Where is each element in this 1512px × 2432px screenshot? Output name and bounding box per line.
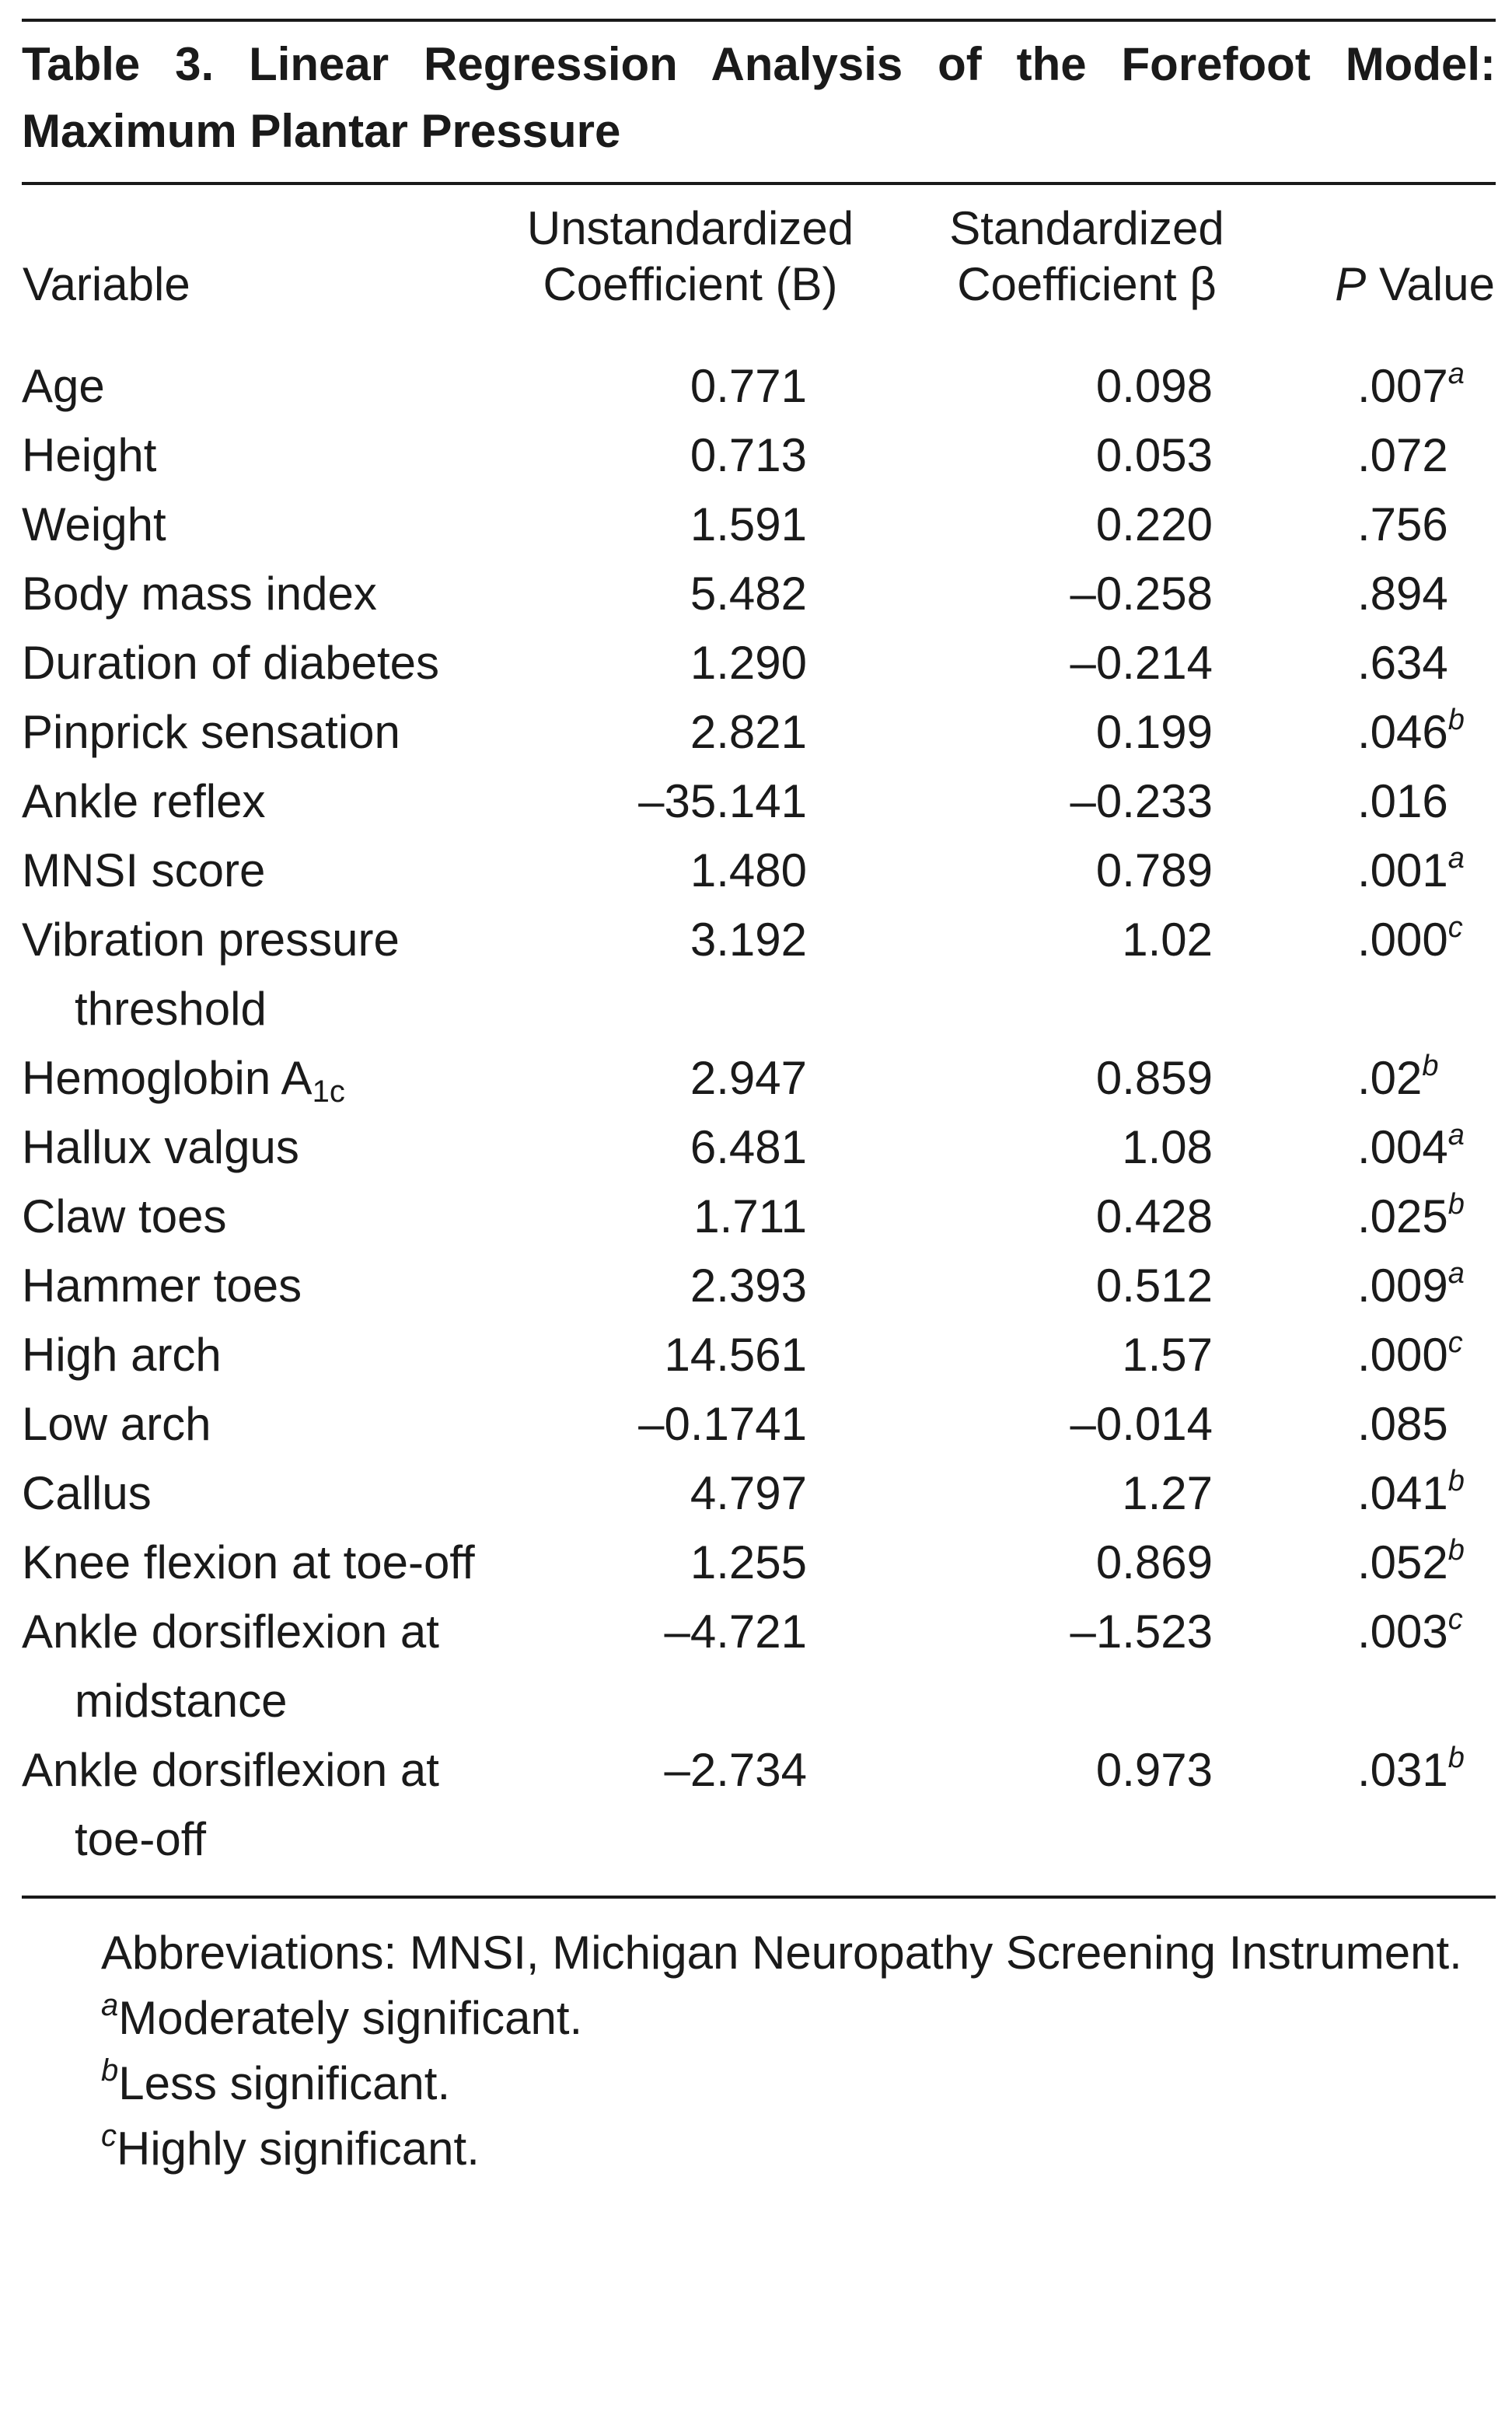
table-row: [22, 1182, 1496, 1251]
p-value-text: .009: [1357, 1260, 1448, 1312]
table-row: [22, 490, 1496, 559]
significance-mark: a: [1447, 1257, 1465, 1290]
p-value-text: .000: [1357, 914, 1448, 966]
cell-standardized: 0.859: [1095, 1052, 1213, 1104]
cell-p-value: [1281, 1043, 1496, 1113]
cell-p-value: [1281, 421, 1496, 490]
cell-unstandardized: 1.480: [690, 844, 807, 896]
cell-standardized: 0.869: [1095, 1536, 1213, 1588]
table-row: [22, 1251, 1496, 1320]
cell-unstandardized: 1.290: [690, 637, 807, 689]
table-row: [22, 697, 1496, 767]
cell-unstandardized: –4.721: [664, 1606, 807, 1658]
variable-label: [22, 1182, 488, 1251]
variable-text: Hemoglobin A: [22, 1052, 313, 1104]
p-value-text: .085: [1357, 1398, 1448, 1450]
p-value-text: .000: [1357, 1329, 1448, 1381]
header-variable: Variable: [23, 258, 190, 310]
cell-unstandardized: 1.255: [690, 1536, 807, 1588]
header-p-italic: P: [1335, 258, 1367, 310]
cell-standardized: –0.233: [1070, 775, 1213, 827]
footnote-mark: a: [101, 1988, 119, 2022]
header-unstandardized: [488, 185, 892, 339]
variable-label: [22, 1113, 488, 1182]
p-value-text: .02: [1357, 1052, 1423, 1104]
cell-standardized: 1.57: [1122, 1329, 1213, 1381]
cell-unstandardized: 5.482: [690, 568, 807, 620]
significance-mark: b: [1447, 704, 1465, 736]
table-row: [22, 767, 1496, 836]
cell-unstandardized: 4.797: [690, 1467, 807, 1519]
header-unstandardized-line1: Unstandardized: [526, 202, 854, 254]
significance-mark: b: [1447, 1534, 1465, 1567]
variable-label: [22, 1597, 488, 1735]
cell-p-value: [1281, 628, 1496, 697]
header-standardized-line2: Coefficient β: [957, 258, 1217, 310]
cell-unstandardized: 0.771: [690, 360, 807, 412]
p-value-text: .001: [1357, 844, 1448, 896]
footnote-item: [22, 2116, 1496, 2182]
variable-text: Claw toes: [22, 1190, 227, 1242]
header-p-rest: Value: [1366, 258, 1495, 310]
cell-variable: [22, 1113, 488, 1182]
variable-label: [22, 697, 488, 767]
cell-p-value: [1281, 1113, 1496, 1182]
variable-label: [22, 836, 488, 905]
cell-unstandardized: 2.947: [690, 1052, 807, 1104]
cell-variable: [22, 697, 488, 767]
cell-unstandardized: 14.561: [664, 1329, 807, 1381]
variable-label: [22, 1389, 488, 1459]
cell-unstandardized: 6.481: [690, 1121, 807, 1173]
cell-variable: [22, 1459, 488, 1528]
p-value-text: .634: [1357, 637, 1448, 689]
variable-label: [22, 490, 488, 559]
p-value-text: .041: [1357, 1467, 1448, 1519]
p-value-text: .004: [1357, 1121, 1448, 1173]
variable-label: [22, 1043, 488, 1113]
variable-text: Callus: [22, 1467, 152, 1519]
table-row: [22, 905, 1496, 1043]
cell-variable: [22, 559, 488, 628]
variable-text: MNSI score: [22, 844, 266, 896]
cell-p-value: [1281, 1320, 1496, 1389]
cell-variable: [22, 1251, 488, 1320]
cell-standardized: 0.053: [1095, 429, 1213, 481]
cell-p-value: [1281, 1389, 1496, 1459]
table-row: [22, 1043, 1496, 1113]
cell-standardized: 0.428: [1095, 1190, 1213, 1242]
header-p-value: [1281, 185, 1496, 339]
cell-p-value: [1281, 339, 1496, 421]
variable-text: High arch: [22, 1329, 222, 1381]
variable-text: Pinprick sensation: [22, 706, 400, 758]
cell-standardized: 0.973: [1095, 1744, 1213, 1796]
variable-label: [22, 351, 488, 421]
cell-variable: [22, 421, 488, 490]
table-row: [22, 421, 1496, 490]
variable-text: Height: [22, 429, 157, 481]
variable-text: Hallux valgus: [22, 1121, 299, 1173]
footnote-item: [22, 2051, 1496, 2116]
cell-unstandardized: 3.192: [690, 914, 807, 966]
cell-standardized: 0.199: [1095, 706, 1213, 758]
variable-text: Body mass index: [22, 568, 377, 620]
table-row: [22, 1389, 1496, 1459]
bottom-rule: [22, 1896, 1496, 1899]
table-row: [22, 1113, 1496, 1182]
table-row: [22, 559, 1496, 628]
table-row: [22, 1459, 1496, 1528]
p-value-text: .016: [1357, 775, 1448, 827]
variable-label: [22, 628, 488, 697]
cell-p-value: [1281, 836, 1496, 905]
cell-p-value: [1281, 697, 1496, 767]
p-value-text: .894: [1357, 568, 1448, 620]
variable-text: Hammer toes: [22, 1260, 302, 1312]
p-value-text: .025: [1357, 1190, 1448, 1242]
header-standardized-line1: Standardized: [949, 202, 1224, 254]
footnote-text: Less significant.: [118, 2057, 451, 2109]
footnote-abbreviations: Abbreviations: MNSI, Michigan Neuropathy Screening Instrument.: [101, 1927, 1462, 1979]
variable-text: Weight: [22, 498, 166, 550]
significance-mark: a: [1447, 1119, 1465, 1151]
cell-standardized: 0.098: [1095, 360, 1213, 412]
variable-label: [22, 1251, 488, 1320]
cell-variable: [22, 1528, 488, 1597]
footnote-list: [22, 1986, 1496, 2182]
header-unstandardized-line2: Coefficient (B): [543, 258, 838, 310]
cell-p-value: [1281, 767, 1496, 836]
cell-variable: [22, 1597, 488, 1735]
regression-table: [22, 185, 1496, 1896]
table-row: [22, 1735, 1496, 1896]
footnote-item: [22, 1986, 1496, 2051]
significance-mark: b: [1447, 1465, 1465, 1497]
table-document: [22, 19, 1496, 2182]
variable-text: Ankle reflex: [22, 775, 266, 827]
cell-standardized: 1.08: [1122, 1121, 1213, 1173]
table-row: [22, 1528, 1496, 1597]
cell-p-value: [1281, 1459, 1496, 1528]
table-row: [22, 836, 1496, 905]
table-row: [22, 1597, 1496, 1735]
significance-mark: b: [1447, 1742, 1465, 1774]
variable-text: Age: [22, 360, 105, 412]
cell-p-value: [1281, 1735, 1496, 1896]
cell-variable: [22, 1320, 488, 1389]
variable-subscript: 1c: [312, 1074, 345, 1109]
variable-label: [22, 905, 488, 1043]
significance-mark: c: [1447, 1326, 1463, 1359]
variable-label: [22, 1320, 488, 1389]
table-row: [22, 628, 1496, 697]
p-value-text: .046: [1357, 706, 1448, 758]
p-value-text: .031: [1357, 1744, 1448, 1796]
table-header: [22, 185, 1496, 339]
cell-unstandardized: –0.1741: [638, 1398, 807, 1450]
cell-variable: [22, 1735, 488, 1896]
cell-variable: [22, 339, 488, 421]
cell-unstandardized: 2.821: [690, 706, 807, 758]
variable-text: Ankle dorsiflexion at toe-off: [22, 1744, 439, 1865]
significance-mark: b: [1422, 1050, 1439, 1082]
variable-label: [22, 559, 488, 628]
significance-mark: c: [1447, 1603, 1463, 1636]
cell-variable: [22, 1043, 488, 1113]
cell-variable: [22, 628, 488, 697]
cell-unstandardized: 2.393: [690, 1260, 807, 1312]
p-value-text: .052: [1357, 1536, 1448, 1588]
cell-variable: [22, 1389, 488, 1459]
variable-label: [22, 1528, 488, 1597]
table-title: Table 3. Linear Regression Analysis of the Forefoot Model: Maximum Plantar Pressure: [22, 38, 1496, 157]
cell-standardized: 0.220: [1095, 498, 1213, 550]
cell-standardized: –1.523: [1070, 1606, 1213, 1658]
significance-mark: a: [1447, 358, 1465, 390]
cell-p-value: [1281, 1528, 1496, 1597]
cell-p-value: [1281, 905, 1496, 1043]
variable-text: Knee flexion at toe-off: [22, 1536, 475, 1588]
p-value-text: .003: [1357, 1606, 1448, 1658]
cell-p-value: [1281, 559, 1496, 628]
cell-standardized: 1.02: [1122, 914, 1213, 966]
cell-variable: [22, 767, 488, 836]
cell-variable: [22, 905, 488, 1043]
table-row: [22, 339, 1496, 421]
table-row: [22, 1320, 1496, 1389]
cell-standardized: –0.258: [1070, 568, 1213, 620]
variable-label: [22, 1735, 488, 1874]
p-value-text: .007: [1357, 360, 1448, 412]
variable-label: [22, 1459, 488, 1528]
variable-text: Duration of diabetes: [22, 637, 440, 689]
cell-standardized: 0.789: [1095, 844, 1213, 896]
p-value-text: .072: [1357, 429, 1448, 481]
cell-p-value: [1281, 490, 1496, 559]
header-standardized: [892, 185, 1281, 339]
significance-mark: a: [1447, 842, 1465, 875]
cell-unstandardized: 1.711: [693, 1190, 807, 1242]
cell-p-value: [1281, 1251, 1496, 1320]
variable-text: Vibration pressure threshold: [22, 914, 400, 1035]
footnote-text: Moderately significant.: [118, 1992, 583, 2044]
cell-unstandardized: –35.141: [638, 775, 807, 827]
footnote-text: Highly significant.: [117, 2123, 480, 2175]
cell-unstandardized: 1.591: [690, 498, 807, 550]
cell-standardized: –0.214: [1070, 637, 1213, 689]
p-value-text: .756: [1357, 498, 1448, 550]
cell-p-value: [1281, 1182, 1496, 1251]
cell-variable: [22, 490, 488, 559]
cell-standardized: 0.512: [1095, 1260, 1213, 1312]
significance-mark: b: [1447, 1188, 1465, 1221]
cell-unstandardized: 0.713: [690, 429, 807, 481]
cell-standardized: 1.27: [1122, 1467, 1213, 1519]
variable-text: Low arch: [22, 1398, 211, 1450]
variable-label: [22, 767, 488, 836]
significance-mark: c: [1447, 911, 1463, 944]
footnote-mark: c: [101, 2119, 117, 2153]
variable-label: [22, 421, 488, 490]
cell-p-value: [1281, 1597, 1496, 1735]
cell-unstandardized: –2.734: [664, 1744, 807, 1796]
footnote-mark: b: [101, 2053, 119, 2088]
table-footnotes: [22, 1920, 1496, 2182]
cell-variable: [22, 836, 488, 905]
cell-standardized: –0.014: [1070, 1398, 1213, 1450]
cell-variable: [22, 1182, 488, 1251]
table-body: [22, 339, 1496, 1896]
top-rule: [22, 19, 1496, 22]
variable-text: Ankle dorsiflexion at midstance: [22, 1606, 439, 1727]
